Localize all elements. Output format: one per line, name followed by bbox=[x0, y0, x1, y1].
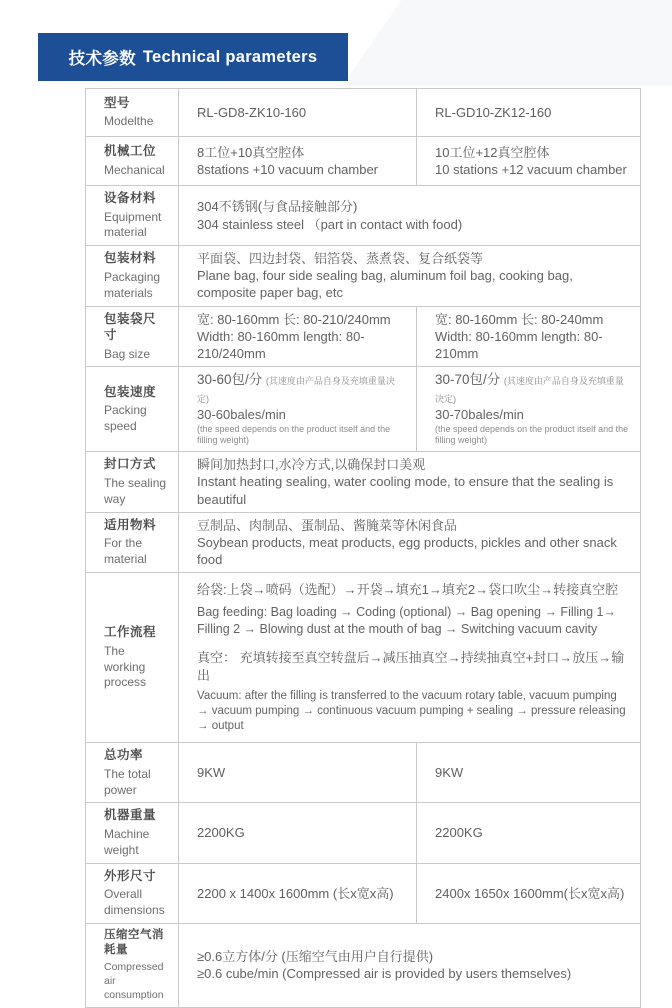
param-value-col1: 2200KG bbox=[179, 803, 417, 863]
param-value-span: 304不锈钢(与食品接触部分) 304 stainless steel （part in contact with food) bbox=[179, 186, 641, 246]
param-label: 设备材料 Equipment material bbox=[86, 186, 179, 246]
parameters-table bbox=[85, 88, 641, 1008]
param-value-col1: 9KW bbox=[179, 743, 417, 803]
param-value-col1: 宽: 80-160mm 长: 80-210/240mm Width: 80-160mm length: 80-210/240mm bbox=[179, 306, 417, 367]
param-value-span bbox=[179, 573, 641, 743]
param-value-span: 豆制品、肉制品、蛋制品、酱腌菜等休闲食品 Soybean products, meat products, egg products, pickles and other snack food bbox=[179, 512, 641, 572]
param-value-span: 瞬间加热封口,水冷方式,以确保封口美观 Instant heating sealing, water cooling mode, to ensure that the sealing is beautiful bbox=[179, 452, 641, 512]
param-value-span: 平面袋、四边封袋、铝箔袋、蒸煮袋、复合纸袋等 Plane bag, four side sealing bag, aluminum foil bag, cooking bag, composite paper bag, etc bbox=[179, 246, 641, 306]
row-total-power bbox=[86, 743, 641, 803]
row-packing-speed bbox=[86, 367, 641, 452]
param-value-col1: 2200 x 1400x 1600mm (长x宽x高) bbox=[179, 863, 417, 923]
row-model bbox=[86, 89, 641, 137]
param-label: 总功率 The total power bbox=[86, 743, 179, 803]
param-value-col2: 9KW bbox=[417, 743, 641, 803]
row-compressed-air bbox=[86, 923, 641, 1007]
section-title-en: Technical parameters bbox=[142, 47, 318, 66]
process-bag-en: Bag feeding: Bag loading → Coding (optional) → Bag opening → Filling 1→ Filling 2 → Blowing dust at the mouth of bag → Switching vacuum cavity bbox=[197, 605, 617, 636]
param-label: 型号 Modelthe bbox=[86, 89, 179, 137]
section-title-cn: 技术参数 bbox=[68, 50, 136, 68]
row-material-suitable bbox=[86, 512, 641, 572]
row-packaging-materials bbox=[86, 246, 641, 306]
param-label: 包装速度 Packing speed bbox=[86, 367, 179, 452]
param-label: 包装袋尺寸 Bag size bbox=[86, 306, 179, 367]
row-sealing-way bbox=[86, 452, 641, 512]
param-label: 外形尺寸 Overall dimensions bbox=[86, 863, 179, 923]
param-value-col2: 2400x 1650x 1600mm(长x宽x高) bbox=[417, 863, 641, 923]
process-vacuum-en: Vacuum: after the filling is transferred to the vacuum rotary table, vacuum pumping → vacuum pumping → continuous vacuum pumping + sealing → pressure releasing → output bbox=[197, 689, 626, 733]
param-label: 工作流程 The working process bbox=[86, 573, 179, 743]
row-overall-dimensions bbox=[86, 863, 641, 923]
row-machine-weight bbox=[86, 803, 641, 863]
param-value-col2: RL-GD10-ZK12-160 bbox=[417, 89, 641, 137]
param-label: 适用物料 For the material bbox=[86, 512, 179, 572]
param-value-col1: RL-GD8-ZK10-160 bbox=[179, 89, 417, 137]
param-value-span: ≥0.6立方体/分 (压缩空气由用户自行提供) ≥0.6 cube/min (Compressed air is provided by users themselves) bbox=[179, 923, 641, 1007]
param-value-col1: 30-60包/分 (其速度由产品自身及充填重量决定) 30-60bales/min (the speed depends on the product itself and the filling weight) bbox=[179, 367, 417, 452]
process-vacuum-cn: 真空： 充填转接至真空转盘后→减压抽真空→持续抽真空+封口→放压→输出 bbox=[197, 650, 625, 683]
param-value-col2: 宽: 80-160mm 长: 80-240mm Width: 80-160mm length: 80-210mm bbox=[417, 306, 641, 367]
param-label: 机器重量 Machine weight bbox=[86, 803, 179, 863]
row-mechanical bbox=[86, 137, 641, 186]
process-bag-cn: 给袋:上袋→喷码（选配）→开袋→填充1→填充2→袋口吹尘→转接真空腔 bbox=[197, 582, 619, 598]
param-label: 压缩空气消耗量 Compressed air consumption bbox=[86, 923, 179, 1007]
param-label: 封口方式 The sealing way bbox=[86, 452, 179, 512]
param-label: 机械工位 Mechanical bbox=[86, 137, 179, 186]
param-label: 包装材料 Packaging materials bbox=[86, 246, 179, 306]
row-working-process bbox=[86, 573, 641, 743]
param-value-col2: 30-70包/分 (其速度由产品自身及充填重量决定) 30-70bales/min (the speed depends on the product itself and the filling weight) bbox=[417, 367, 641, 452]
background-watermark bbox=[342, 0, 672, 86]
section-header bbox=[38, 33, 348, 81]
row-bag-size bbox=[86, 306, 641, 367]
param-value-col1: 8工位+10真空腔体 8stations +10 vacuum chamber bbox=[179, 137, 417, 186]
param-value-col2: 2200KG bbox=[417, 803, 641, 863]
row-equipment-material bbox=[86, 186, 641, 246]
param-value-col2: 10工位+12真空腔体 10 stations +12 vacuum chamber bbox=[417, 137, 641, 186]
